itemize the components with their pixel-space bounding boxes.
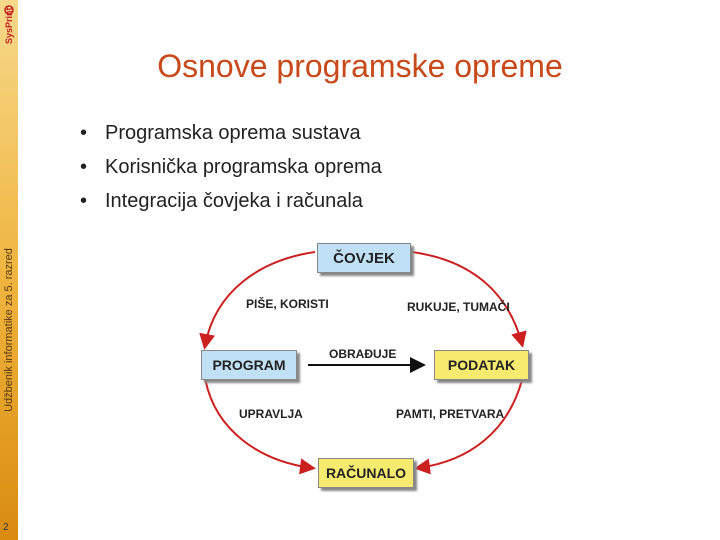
bullet-item: • Integracija čovjeka i računala [80, 184, 382, 218]
edge-label-upravlja: UPRAVLJA [239, 407, 303, 421]
book-title-vertical: Udžbenik informatike za 5. razred [3, 248, 15, 412]
node-racunalo: RAČUNALO [318, 458, 414, 488]
page-number: 2 [3, 522, 9, 533]
arrow-covjek-podatak [412, 252, 522, 344]
arrow-program-racunalo [205, 378, 312, 468]
node-podatak: PODATAK [434, 350, 529, 380]
node-program: PROGRAM [201, 350, 297, 380]
publisher-logo [1, 4, 17, 46]
node-covjek: ČOVJEK [317, 243, 411, 273]
edge-label-rukuje-tumaci: RUKUJE, TUMAČI [407, 300, 510, 314]
svg-text:SysPrint: SysPrint [4, 7, 14, 44]
bullet-item: • Korisnička programska oprema [80, 150, 382, 184]
edge-label-obraduje: OBRAĐUJE [329, 347, 397, 361]
arrow-podatak-racunalo [418, 380, 522, 468]
bullet-list [80, 116, 382, 218]
edge-label-pamti-pretvara: PAMTI, PRETVARA [396, 407, 505, 421]
edge-label-pise-koristi: PIŠE, KORISTI [246, 297, 329, 311]
interaction-diagram [190, 236, 550, 496]
bullet-item: • Programska oprema sustava [80, 116, 382, 150]
slide-title: Osnove programske opreme [157, 48, 563, 84]
